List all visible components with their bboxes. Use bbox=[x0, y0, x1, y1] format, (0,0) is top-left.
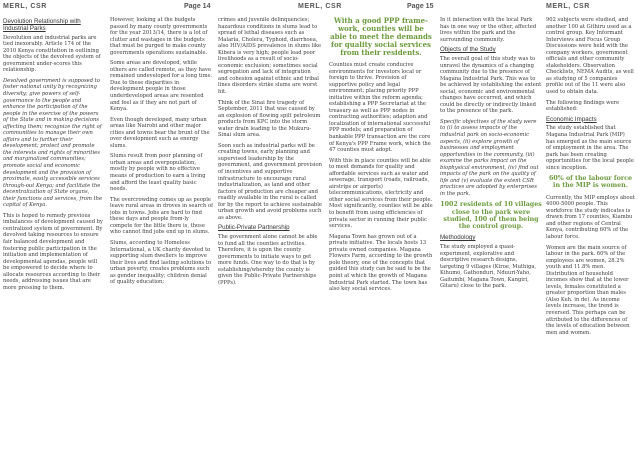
paragraph: Women are the main source of labour in the park. 60% of the employees are women, 28.2% youth and 11.8% men. Distribution of household incomes show that at the lower levels, females constituted a greater proportion than males (Also Keh. in de). As income levels increase, the trend is reversed. This perhaps can be attributed to the differences of the levels of education between men and women. bbox=[546, 244, 630, 336]
page-number-right: Page 15 bbox=[407, 3, 434, 10]
section-heading: Methodology bbox=[440, 234, 476, 242]
org-tag: CSR bbox=[325, 3, 342, 10]
paragraph: Some areas are developed, while others are called remote, as they have remained undeveloped for a long time. Due to these disparities in development people in those underdeveloped areas are resented and feel as if they are not part of Kenya. bbox=[110, 60, 213, 113]
paragraph: With this in place counties will be able to meet demands for quality and affordable services such as water and sewerage, transport (roads, railroads, airstrips or airports) telecommunications, electricity and other social services from their people. Most significantly, counties will be able to benefit from using efficiencies of private sector in running their public services. bbox=[329, 157, 433, 230]
org-name: MERL bbox=[298, 3, 321, 10]
paragraph: Specific objectives of the study were to (i) to assess impacts of the industrial park on socio-economic aspects, (ii) explore growth of businesses and employment opportunities in the community, (iii) examine the parks impact on the biophysical environment, (iv) find out impacts of the park on the quality of life and (v) evaluate the extent CSR practices are adopted by enterprises in the park. bbox=[440, 118, 539, 197]
paragraph: This is hoped to remedy previous imbalances of development caused by centralized system of government. By devolved taking resources to ensure fair balanced development and fostering public participation in the initiation and implementation of developmental agendas, people will be empowered to decide where to allocate resources according to their needs, addressing issues that are more pressing to them. bbox=[3, 212, 103, 291]
paragraph: In it interaction with the local Park has in one way or the other, affected lives within the park and the surrounding community. bbox=[440, 17, 537, 43]
paragraph: 902 subjects were studied, and another 100 at Githiru used as a control group. Key Informant Interviews and Focus Group Discussions were held with the company workers, government officials and other community stakeholders. Observation Checklists, NEMA Audits, as well as studying of 5 companies profile out of the 11 were also used to obtain data. bbox=[546, 17, 634, 96]
paragraph: The overall goal of this study was to unravel the dynamics of a changing community due to the presence of Magana Industrial Park. This was to be achieved by establishing the extent social, economic and environmental changes have occurred, and which could be directly or indirectly linked to the presence of the park. bbox=[440, 55, 542, 115]
paragraph: The overcrowding comes up as people leave rural areas in droves in search of jobs in towns. Jobs are hard to find these days and people from-ly compete for the little there is, those who cannot find jobs end up in slums. bbox=[110, 196, 213, 236]
header-left: MERL, CSR bbox=[3, 3, 47, 10]
paragraph: The study employed a quasi-experiment, explorative and descriptive research designs, targeting 9 villages (Kiroe, Muthiga, Kihumo, Gathonduri, Nduuri-Yaho, Gaitumbi, Magana Town, Kangiri, Gitaru) close to the park. bbox=[440, 244, 537, 290]
pull-quote: 60% of the labour force in the MIP is women. bbox=[549, 175, 632, 190]
org-tag: CSR bbox=[573, 3, 590, 10]
column-6 bbox=[546, 17, 635, 447]
section-heading: Objects of the Study bbox=[440, 46, 496, 54]
paragraph: Think of the Sinai fire tragedy of September, 2011 that was caused by an explosion of flowing spilt petroleum products from KPC into the storm water drain leading to the Mukuru-Sinai slum area. bbox=[218, 99, 321, 139]
paragraph: Currently, the MIP employs about 4000-5000 people. This workforce the study indicates is drawn from 17 counties, Kiambu and other regions of Central Kenya, contributing 60% of the labour force. bbox=[546, 194, 635, 240]
section-heading: Devolution Relationship with Industrial Parks bbox=[3, 18, 81, 32]
column-3 bbox=[218, 17, 322, 447]
paragraph: Even though developed, many urban areas like Nairobi and other major cities and towns bear the brunt of the over development such as energy slums. bbox=[110, 116, 210, 149]
paragraph: Soon such as industrial parks will be creating towns, early planning and supervised leadership by the government, and government provision of incentives and supportive infrastructure to encourage rural industrialization, as land and other factors of production are cheaper and readily available in the rural is called for by the report to achieve sustainable urban growth and avoid problems such as above. bbox=[218, 142, 322, 221]
org-name: MERL bbox=[546, 3, 569, 10]
pull-quote: With a good PPP frame-work, counties will be able to meet the demands for quality social services from their residents. bbox=[330, 17, 432, 57]
pull-quote: 1002 residents of 10 villages close to the park were studied, 100 of them being the control group. bbox=[440, 201, 542, 231]
column-5 bbox=[440, 17, 542, 447]
paragraph: Slums, according to Homeless International, a UK charity devoted to supporting slum dwellers to improve their lives and find lasting solutions to urban poverty, creates problems such as gender inequality; children denial of quality education; bbox=[110, 239, 212, 286]
paragraph: However, looking at the budgets passed by many county governments for the year 2013/14, there is a lot of clutter and wastages in the budgets that must be purged to make county governments operations sustainable. bbox=[110, 17, 208, 56]
paragraph: Devolution and industrial parks are tied inexorably. Article 174 of the 2010 Kenya constitution in outlining the objects of the devolved system of government under-scores this relationship. bbox=[3, 34, 101, 74]
paragraph: Magana Town has grown out of a private initiative. The locals hosts 13 private owned companies. Magana Flowers Farm, according to the growth pole theory, one of the concepts that guided this study can be said to be the point at which the growth of Magana Industrial Park started. The town has also key social services. bbox=[329, 233, 433, 293]
header-center: MERL, CSR bbox=[298, 3, 342, 10]
section-heading: Economic Impacts bbox=[546, 115, 597, 123]
org-tag: CSR bbox=[30, 3, 47, 10]
column-4 bbox=[329, 17, 433, 447]
paragraph: The government alone cannot be able to fund all the counties activities. Therefore, it is upon the county governments to initiate ways to get more funds. One way to do that is by establishing/whereby the county is given the Public-Private Partnerships (PPPs). bbox=[218, 234, 318, 287]
paragraph: The following findings were established: bbox=[546, 99, 620, 113]
page-number-left: Page 14 bbox=[184, 3, 211, 10]
paragraph: Slums result from poor planning of urban areas and overpopulation, mostly by people with no effective means of production to earn a living and afford the least quality basic needs. bbox=[110, 153, 206, 193]
paragraph: The study established that Magana Industrial Park (MIP) has emerged as the main source of employment in the area. The park has been creating opportunities for the local people since inception. bbox=[546, 125, 634, 171]
paragraph: Devolved government is supposed to foster national unity by recognizing diversity; give powers of self-governance to the people and enhance the participation of the people in the exercise of the powers of the State and in making decisions affecting them; recognize the right of communities to manage their own affairs and to further their development; protect and promote the interests and rights of minorities and marginalized communities; promote social and economic development and the provision of proximate, easily accessible services through-out Kenya; and facilitate the decentralization of State organs, their functions and services, from the capital of Kenya. bbox=[3, 77, 103, 209]
paragraph: Counties must create conducive environments for investors local or foreign to thrive. Provision of supportive policy and legal environment; placing priority PPP initiative within the reform agenda; establishing a PPP Secretariat at the treasury as well as PPP nodes in contracting authorities; adaption and localization of international successful PPP models; and preparation of bankable PPP transaction are the core of Kenya's PPP Frame work, which the 47 counties must adopt. bbox=[329, 62, 431, 154]
section-heading: Public-Private Partnership bbox=[218, 224, 290, 232]
column-1 bbox=[3, 17, 103, 447]
column-2 bbox=[110, 17, 213, 447]
paragraph: crimes and juvenile delinquencies; hazardous conditions in slums lead to spread of lethal diseases such as Malaria, Cholera, Typhoid, diarrhoea, also HIV/AIDS prevalence in slums like Kibera is very high; people lead poor livelihoods as a result of socio-economic exclusion; sometimes social segregation and lack of integration and cohesion against ethnic and tribal lines disorders strike slums are worst hit. bbox=[218, 17, 322, 96]
header-right: MERL, CSR bbox=[546, 3, 590, 10]
org-name: MERL bbox=[3, 3, 26, 10]
